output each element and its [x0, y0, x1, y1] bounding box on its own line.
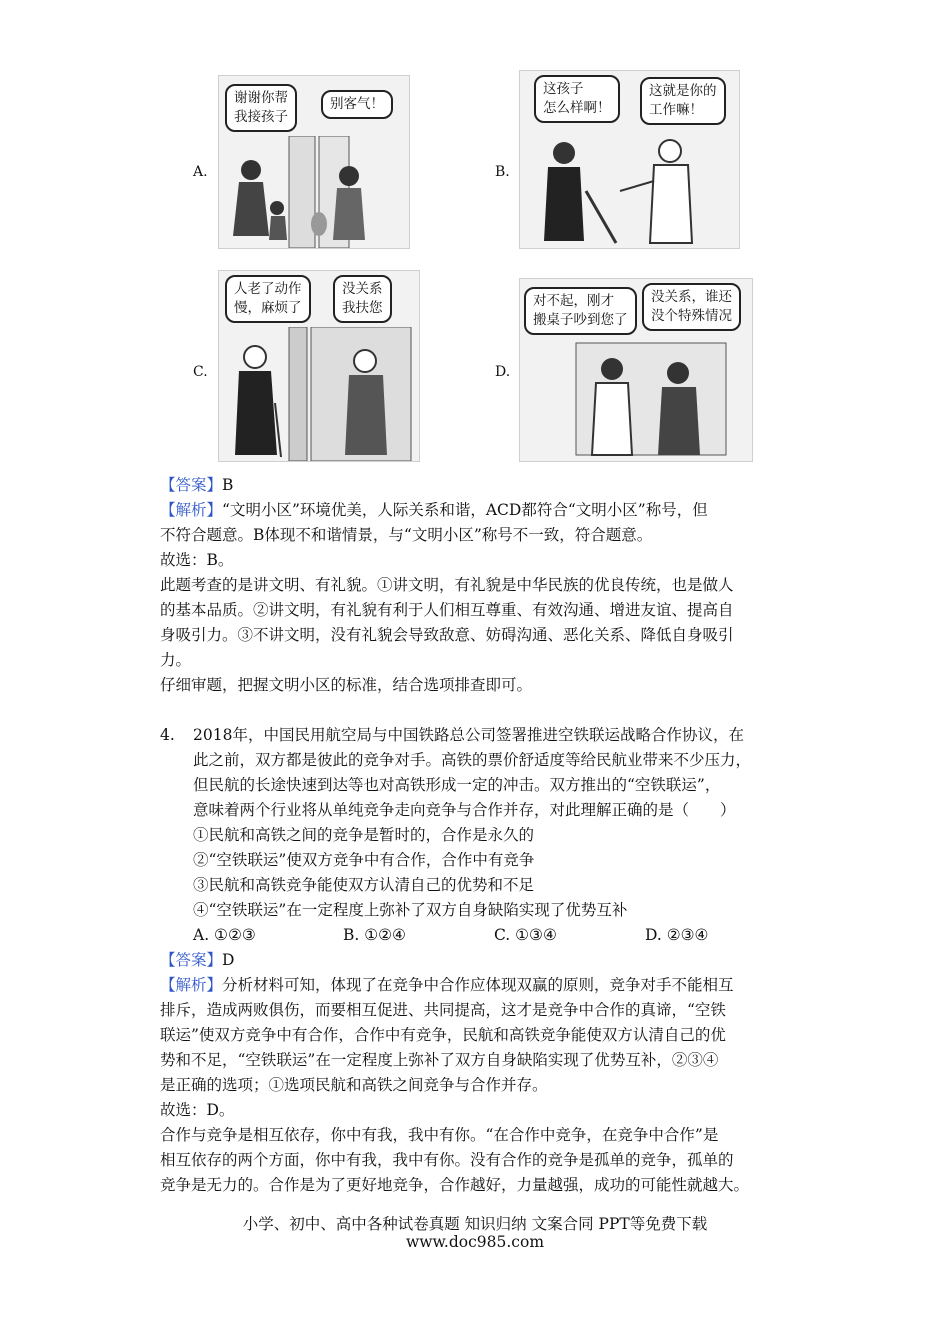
q4-statement: ②“空铁联运”使双方竞争中有合作，合作中有竞争: [193, 851, 535, 869]
analysis-text: 分析材料可知，体现了在竞争中合作应体现双赢的原则，竞争对手不能相互: [222, 976, 734, 994]
q4-choice-b: B. ①②④: [343, 926, 406, 944]
cartoon-b-bubble-2: 这就是你的 工作嘛！: [640, 77, 726, 125]
q3-analysis-line: 仔细审题，把握文明小区的标准，结合选项排查即可。: [160, 676, 533, 694]
q3-analysis-line: 身吸引力。③不讲文明，没有礼貌会导致敌意、妨碍沟通、恶化关系、降低自身吸引: [160, 626, 734, 644]
q4-analysis-line: 联运”使双方竞争中有合作，合作中有竞争，民航和高铁竞争能使双方认清自己的优: [160, 1026, 726, 1044]
analysis-tag: 【解析】: [160, 501, 223, 519]
q4-choice-a: A. ①②③: [193, 926, 256, 944]
q3-analysis-line: 不符合题意。B体现不和谐情景，与“文明小区”称号不一致，符合题意。: [160, 526, 653, 544]
cartoon-d-bubble-1: 对不起，刚才 搬桌子吵到您了: [524, 287, 637, 335]
cartoon-a-figures: [219, 136, 409, 248]
cartoon-a-bubble-2: 别客气！: [321, 90, 393, 119]
footer-line-1: 小学、初中、高中各种试卷真题 知识归纳 文案合同 PPT等免费下载: [242, 1215, 708, 1233]
cartoon-c-bubble-2: 没关系 我扶您: [333, 275, 392, 323]
option-a-label: A.: [193, 164, 208, 180]
option-c-label: C.: [193, 364, 208, 380]
cartoon-b-bubble-1: 这孩子 怎么样啊！: [534, 75, 620, 123]
answer-tag: 【答案】: [160, 476, 223, 494]
q3-analysis-line: 此题考查的是讲文明、有礼貌。①讲文明，有礼貌是中华民族的优良传统，也是做人: [160, 576, 734, 594]
q4-analysis-line: [160, 973, 734, 997]
q3-analysis-line: 的基本品质。②讲文明，有礼貌有利于人们相互尊重、有效沟通、增进友谊、提高自: [160, 601, 734, 619]
answer-value: D: [222, 951, 235, 969]
q4-choice-d: D. ②③④: [645, 926, 709, 944]
q4-analysis-line: 相互依存的两个方面，你中有我，我中有你。没有合作的竞争是孤单的竞争，孤单的: [160, 1151, 734, 1169]
analysis-tag: 【解析】: [160, 976, 223, 994]
cartoon-c: [218, 270, 420, 462]
q4-statement: ③民航和高铁竞争能使双方认清自己的优势和不足: [193, 876, 535, 894]
q4-analysis-line: 故选：D。: [160, 1101, 235, 1119]
q3-analysis-line: [160, 498, 708, 522]
footer-url[interactable]: www.doc985.com: [405, 1233, 545, 1251]
q4-analysis-line: 合作与竞争是相互依存，你中有我，我中有你。“在合作中竞争，在竞争中合作”是: [160, 1126, 719, 1144]
cartoon-b-figures: [520, 131, 739, 248]
q4-statement: ①民航和高铁之间的竞争是暂时的，合作是永久的: [193, 826, 535, 844]
answer-tag: 【答案】: [160, 951, 223, 969]
q4-statement: ④“空铁联运”在一定程度上弥补了双方自身缺陷实现了优势互补: [193, 901, 628, 919]
cartoon-b: [519, 70, 740, 249]
cartoon-d-figures: [520, 337, 752, 461]
q3-answer: [160, 473, 233, 497]
q4-choice-c: C. ①③④: [494, 926, 557, 944]
q3-analysis-line: 力。: [160, 651, 192, 669]
q4-number: 4.: [160, 726, 175, 744]
q4-stem-line: 2018年，中国民用航空局与中国铁路总公司签署推进空铁联运战略合作协议，在: [193, 726, 744, 744]
option-b-label: B.: [495, 164, 510, 180]
analysis-text: “文明小区”环境优美，人际关系和谐，ACD都符合“文明小区”称号，但: [222, 501, 708, 519]
q4-analysis-line: 势和不足，“空铁联运”在一定程度上弥补了双方自身缺陷实现了优势互补，②③④: [160, 1051, 719, 1069]
cartoon-c-figures: [219, 327, 419, 461]
q4-stem-line: 此之前，双方都是彼此的竞争对手。高铁的票价舒适度等给民航业带来不少压力，: [193, 751, 752, 769]
cartoon-d: [519, 278, 753, 462]
answer-value: B: [222, 476, 234, 494]
cartoon-c-bubble-1: 人老了动作 慢，麻烦了: [225, 275, 311, 323]
option-d-label: D.: [495, 364, 511, 380]
cartoon-d-bubble-2: 没关系，谁还 没个特殊情况: [642, 283, 741, 331]
cartoon-a: [218, 75, 410, 249]
q4-answer: [160, 948, 234, 972]
q4-stem-line: 意味着两个行业将从单纯竞争走向竞争与合作并存，对此理解正确的是（ ）: [193, 801, 736, 819]
q4-stem-line: 但民航的长途快速到达等也对高铁形成一定的冲击。双方推出的“空铁联运”，: [193, 776, 721, 794]
q4-analysis-line: 排斥，造成两败俱伤，而要相互促进、共同提高，这才是竞争中合作的真谛，“空铁: [160, 1001, 726, 1019]
q4-analysis-line: 竞争是无力的。合作是为了更好地竞争，合作越好，力量越强，成功的可能性就越大。: [160, 1176, 750, 1194]
cartoon-a-bubble-1: 谢谢你帮 我接孩子: [225, 84, 297, 132]
q3-analysis-line: 故选：B。: [160, 551, 234, 569]
q4-analysis-line: 是正确的选项；①选项民航和高铁之间竞争与合作并存。: [160, 1076, 548, 1094]
